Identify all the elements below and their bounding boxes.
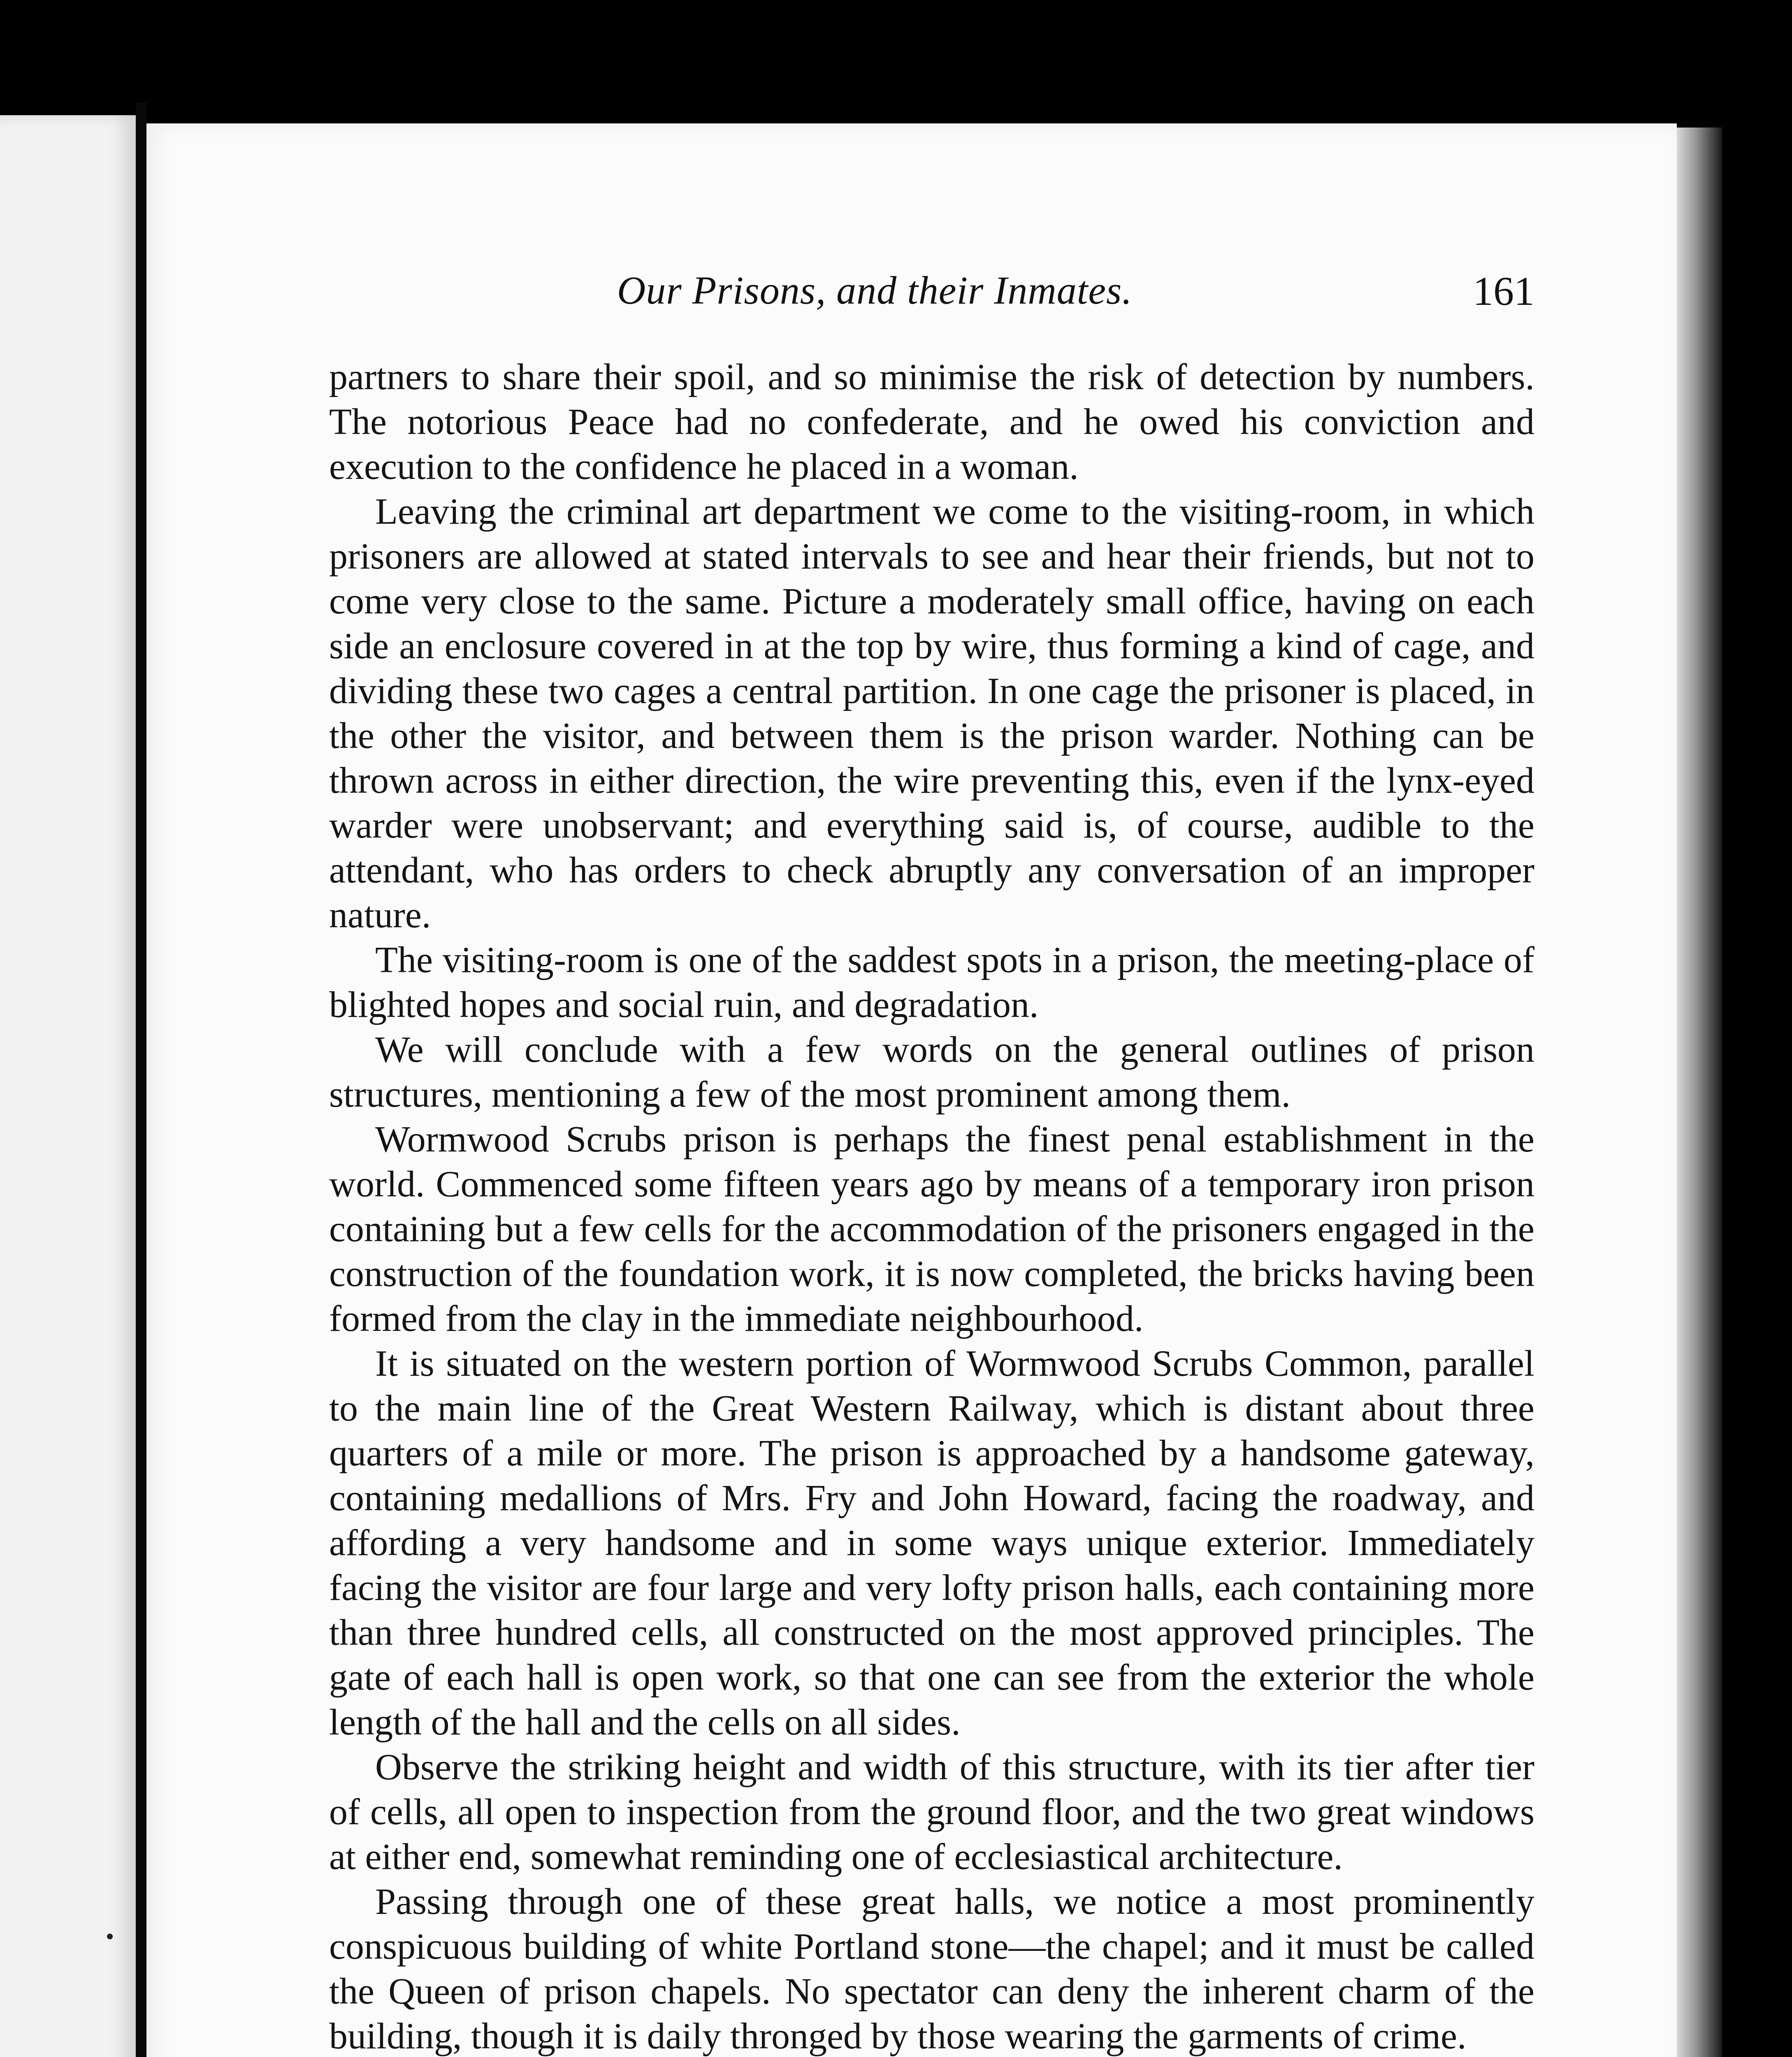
paragraph: Observe the striking height and width of this structure, with its tier after tier of cells, all open to inspection from the ground floor, and the two great windows at either end, somewhat reminding one of ecclesiastical architecture.: [329, 1747, 1534, 1877]
facing-page: [0, 115, 136, 2057]
paragraph: Passing through one of these great halls, we notice a most prominently conspicuous building of white Portland stone—the chapel; and it must be called the Queen of prison chapels. No spectator can deny the inherent charm of the building, though it is daily thronged by those wearing the garments of crime.: [329, 1881, 1534, 2057]
paragraph: It is situated on the western portion of Wormwood Scrubs Common, parallel to the main line of the Great Western Railway, which is distant about three quarters of a mile or more. The prison is approached by a handsome gateway, containing medallions of Mrs. Fry and John Howard, facing the roadway, and affording a very handsome and in some ways unique exterior. Immediately facing the visitor are four large and very lofty prison halls, each containing more than three hundred cells, all constructed on the most approved principles. The gate of each hall is open work, so that one can see from the exterior the whole length of the hall and the cells on all sides.: [329, 1343, 1534, 1743]
paragraph: partners to share their spoil, and so minimise the risk of detection by numbers. The notorious Peace had no confederate, and he owed his conviction and execution to the confidence he placed in a woman.: [329, 357, 1534, 487]
paragraph: Leaving the criminal art department we come to the visiting-room, in which prisoners are allowed at stated intervals to see and hear their friends, but not to come very close to the same. Picture a moderately small office, having on each side an enclosure covered in at the top by wire, thus forming a kind of cage, and dividing these two cages a central partition. In one cage the prisoner is placed, in the other the visitor, and between them is the prison warder. Nothing can be thrown across in either direction, the wire preventing this, even if the lynx-eyed warder were unobservant; and everything said is, of course, audible to the attendant, who has orders to check abruptly any conversation of an improper nature.: [329, 491, 1534, 936]
page-header: [329, 267, 1534, 325]
running-title: Our Prisons, and their Inmates.: [617, 268, 1133, 312]
paper-speck: [107, 1934, 113, 1939]
paragraph: Wormwood Scrubs prison is perhaps the finest penal establishment in the world. Commenced some fifteen years ago by means of a temporary iron prison containing but a few cells for the accommodation of the prisoners engaged in the construction of the foundation work, it is now completed, the bricks having been formed from the clay in the immediate neighbourhood.: [329, 1119, 1534, 1339]
book-gutter: [136, 103, 146, 2057]
body-text: [329, 355, 1534, 2057]
paragraph: The visiting-room is one of the saddest spots in a prison, the meeting-place of blighted hopes and social ruin, and degradation.: [329, 940, 1534, 1025]
paragraph: We will conclude with a few words on the general outlines of prison structures, mentioning a few of the most prominent among them.: [329, 1029, 1534, 1115]
page-number: 161: [1473, 268, 1534, 314]
page-edge-shadow: [1677, 128, 1722, 2057]
